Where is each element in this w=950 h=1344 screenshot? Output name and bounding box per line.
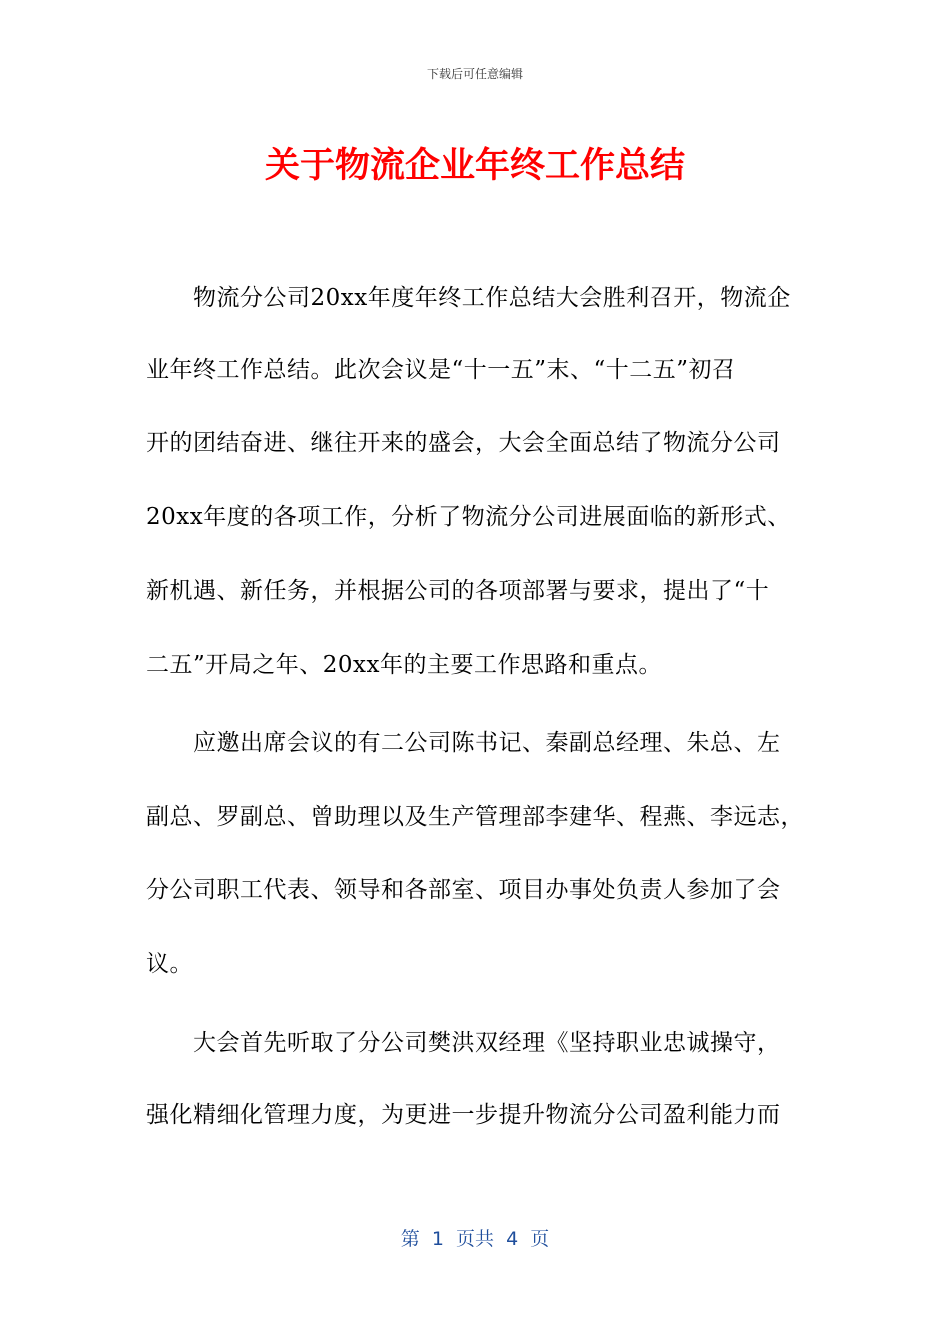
paragraph-1-line-3: 开的团结奋进、继往开来的盛会，大会全面总结了物流分公司 bbox=[146, 430, 781, 456]
paragraph-1-line-4: 20xx年度的各项工作，分析了物流分公司进展面临的新形式、 bbox=[146, 504, 791, 530]
paragraph-1-line-6: 二五”开局之年、20xx年的主要工作思路和重点。 bbox=[146, 652, 662, 678]
paragraph-2-line-3: 分公司职工代表、领导和各部室、项目办事处负责人参加了会 bbox=[146, 877, 781, 903]
paragraph-2-line-4: 议。 bbox=[146, 951, 193, 977]
document-title: 关于物流企业年终工作总结 bbox=[264, 146, 685, 186]
page-footer bbox=[0, 1226, 950, 1252]
paragraph-3-line-2: 强化精细化管理力度，为更进一步提升物流分公司盈利能力而 bbox=[146, 1102, 781, 1128]
paragraph-1-line-1: 物流分公司20xx年度年终工作总结大会胜利召开，物流企 bbox=[193, 285, 791, 311]
paragraph-1-line-5: 新机遇、新任务，并根据公司的各项部署与要求，提出了“十 bbox=[146, 578, 770, 604]
paragraph-3-line-1: 大会首先听取了分公司樊洪双经理《坚持职业忠诚操守， bbox=[193, 1030, 781, 1056]
paragraph-2-line-2: 副总、罗副总、曾助理以及生产管理部李建华、程燕、李远志， bbox=[146, 804, 804, 830]
header-note: 下载后可任意编辑 bbox=[426, 67, 523, 81]
paragraph-1-line-2: 业年终工作总结。此次会议是“十一五”末、“十二五”初召 bbox=[146, 357, 736, 383]
page-number-text: 第 1 页共 4 页 bbox=[400, 1228, 550, 1250]
paragraph-2-line-1: 应邀出席会议的有二公司陈书记、秦副总经理、朱总、左 bbox=[193, 730, 781, 756]
